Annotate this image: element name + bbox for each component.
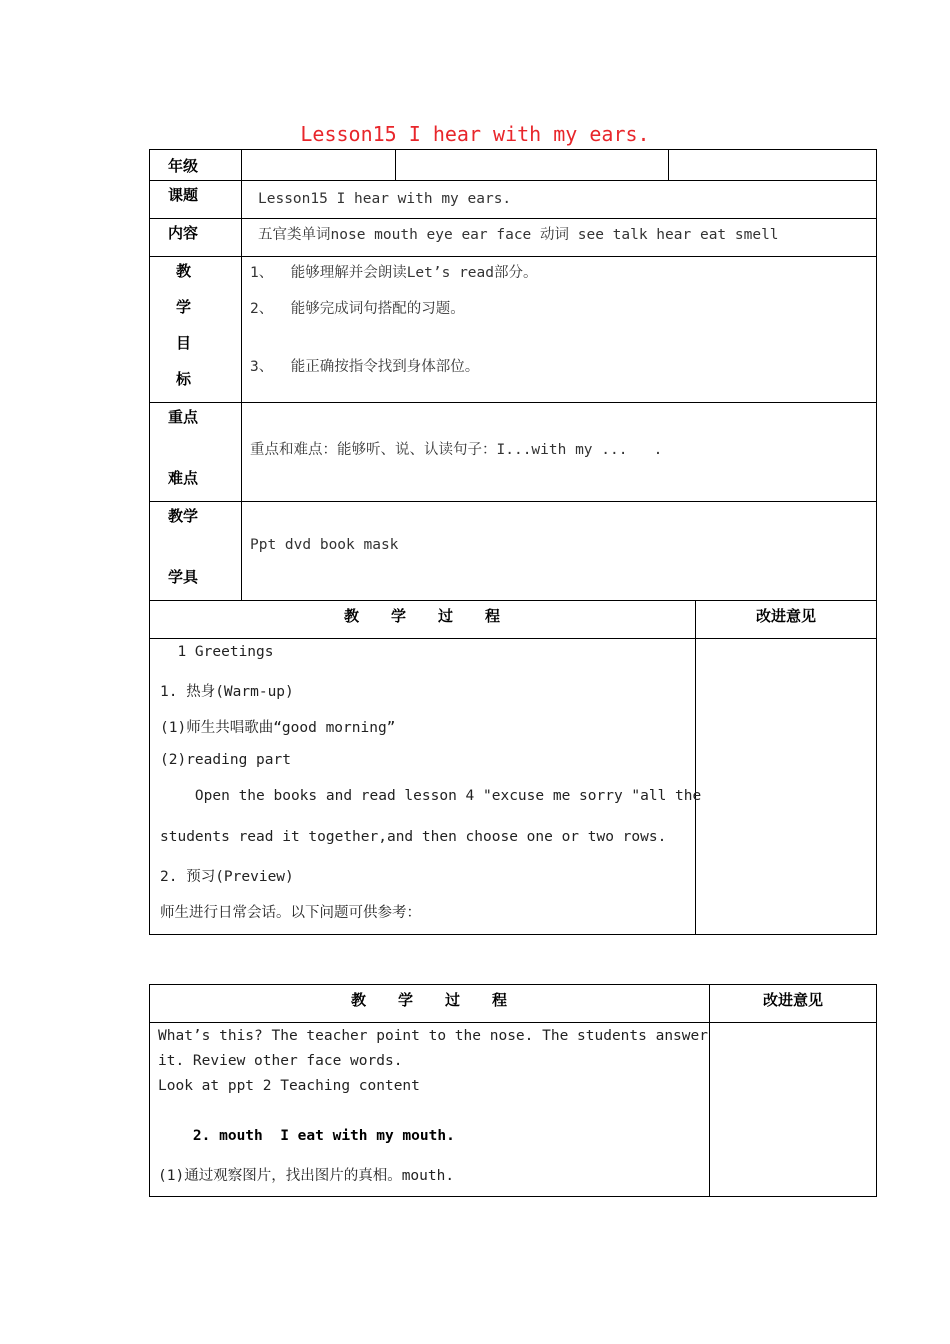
key-value: 重点和难点：能够听、说、认读句子：I...with my ... . <box>250 442 663 458</box>
process-header-1 <box>149 605 695 626</box>
process-header-char: 学 <box>390 607 406 625</box>
process-line: Look at ppt 2 Teaching content <box>158 1078 420 1094</box>
process-header-2 <box>149 989 709 1010</box>
process-line: 2. 预习(Preview) <box>160 869 294 885</box>
page-title: Lesson15 I hear with my ears. <box>300 122 650 146</box>
improvement-header-2: 改进意见 <box>762 991 823 1009</box>
process-header-char: 教 <box>343 607 359 625</box>
process-header-char: 学 <box>397 991 413 1009</box>
goal-item: 1、 能够理解并会朗读Let’s read部分。 <box>250 265 538 281</box>
improvement-header-1: 改进意见 <box>755 607 816 625</box>
process-line: Open the books and read lesson 4 "excuse me sorry "all the <box>160 788 702 804</box>
process-line: (1)通过观察图片，找出图片的真相。mouth. <box>158 1168 455 1184</box>
process-header-char: 程 <box>492 991 508 1009</box>
goals-label-1: 教 <box>176 262 192 280</box>
process-header-char: 程 <box>485 607 501 625</box>
key-label-1: 重点 <box>168 408 199 426</box>
goals-label-3: 目 <box>176 334 192 352</box>
tools-value: Ppt dvd book mask <box>250 537 399 553</box>
process-header-char: 过 <box>445 991 461 1009</box>
process-line: What’s this? The teacher point to the nose. The students answer <box>158 1028 708 1044</box>
process-line: 1. 热身(Warm-up) <box>160 684 294 700</box>
content-label: 内容 <box>168 224 199 242</box>
key-label-2: 难点 <box>168 469 199 487</box>
process-line: it. Review other face words. <box>158 1053 403 1069</box>
process-line: 师生进行日常会话。以下问题可供参考： <box>160 905 421 921</box>
topic-label: 课题 <box>168 186 199 204</box>
goal-item: 3、 能正确按指令找到身体部位。 <box>250 359 480 375</box>
process-line: 2. mouth I eat with my mouth. <box>158 1128 455 1144</box>
content-value: 五官类单词nose mouth eye ear face 动词 see talk hear eat smell <box>258 227 779 243</box>
goal-item: 2、 能够完成词句搭配的习题。 <box>250 301 465 317</box>
goals-label-2: 学 <box>176 298 192 316</box>
grade-label: 年级 <box>168 157 199 175</box>
process-line: students read it together,and then choose one or two rows. <box>160 829 667 845</box>
process-line: (2)reading part <box>160 752 291 768</box>
process-line: (1)师生共唱歌曲“good morning” <box>160 720 396 736</box>
process-line: 1 Greetings <box>160 644 274 660</box>
process-header-char: 过 <box>438 607 454 625</box>
tools-label-2: 学具 <box>168 568 199 586</box>
topic-value: Lesson15 I hear with my ears. <box>258 191 512 207</box>
goals-label-4: 标 <box>176 370 192 388</box>
process-header-char: 教 <box>350 991 366 1009</box>
tools-label-1: 教学 <box>168 507 199 525</box>
